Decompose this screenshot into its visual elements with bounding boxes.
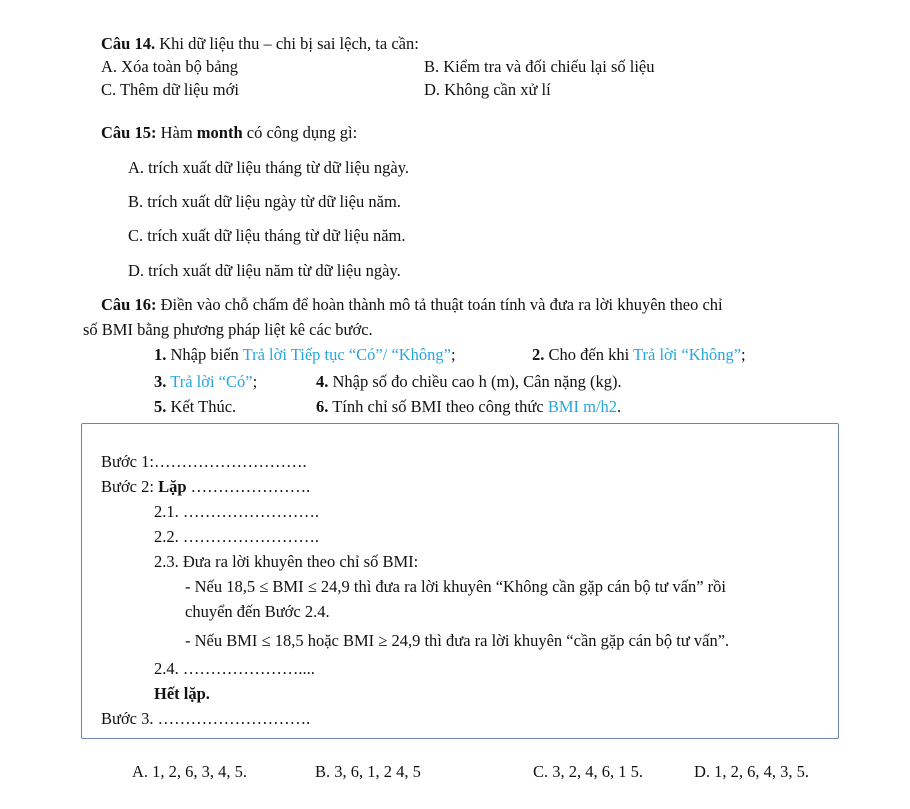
q15-pre: Hàm (156, 123, 197, 142)
step-1-end: ; (451, 345, 456, 364)
step-6-text: Tính chỉ số BMI theo công thức (328, 397, 548, 416)
q15-label: Câu 15: (101, 123, 157, 142)
q16-step-2 (532, 345, 746, 365)
q16-stem-line1 (101, 295, 723, 315)
q15-post: có công dụng gì: (242, 123, 358, 142)
box-step-2-3-case2: - Nếu BMI ≤ 18,5 hoặc BMI ≥ 24,9 thì đưa ra lời khuyên “cần gặp cán bộ tư vấn”. (185, 631, 730, 650)
box-step-2-post: …………………. (186, 477, 311, 496)
step-4-num: 4. (316, 372, 329, 391)
q14-text: Khi dữ liệu thu – chi bị sai lệch, ta cần: (155, 34, 419, 53)
box-step-2-3-case1-line2: chuyển đến Bước 2.4. (185, 602, 330, 621)
step-3-num: 3. (154, 372, 167, 391)
q16-step-5 (154, 397, 236, 417)
q15-option-b[interactable]: B. trích xuất dữ liệu ngày từ dữ liệu năm. (128, 192, 401, 211)
q14-label: Câu 14. (101, 34, 156, 53)
q16-option-a[interactable]: A. 1, 2, 6, 3, 4, 5. (132, 762, 248, 781)
q16-step-3 (154, 372, 257, 392)
q14-stem (101, 34, 419, 54)
step-4-text: Nhập số đo chiều cao h (m), Cân nặng (kg). (328, 372, 622, 391)
q16-option-c[interactable]: C. 3, 2, 4, 6, 1 5. (533, 762, 644, 781)
box-step-3: Bước 3. ………………………. (101, 709, 311, 728)
box-step-2-2: 2.2. ……………………. (154, 527, 319, 546)
step-1-var: Trả lời Tiếp tục “Có”/ “Không” (242, 345, 452, 364)
q16-label: Câu 16: (101, 295, 157, 314)
q14-option-b[interactable]: B. Kiểm tra và đối chiếu lại số liệu (424, 57, 655, 76)
step-5-text: Kết Thúc. (166, 397, 237, 416)
q14-option-a[interactable]: A. Xóa toàn bộ bảng (101, 57, 239, 76)
box-end-loop: Hết lặp. (154, 684, 210, 703)
q15-option-c[interactable]: C. trích xuất dữ liệu tháng từ dữ liệu năm. (128, 226, 406, 245)
q14-option-c[interactable]: C. Thêm dữ liệu mới (101, 80, 239, 99)
step-3-end: ; (252, 372, 258, 391)
box-step-2-4: 2.4. ………………….... (154, 659, 315, 678)
q16-step-4 (316, 372, 622, 392)
box-step-2-3: 2.3. Đưa ra lời khuyên theo chỉ số BMI: (154, 552, 419, 571)
box-step-1: Bước 1:………………………. (101, 452, 307, 471)
step-5-num: 5. (154, 397, 167, 416)
step-1-text: Nhập biến (166, 345, 243, 364)
q16-text-line1: Điền vào chỗ chấm để hoàn thành mô tả thuật toán tính và đưa ra lời khuyên theo chỉ (156, 295, 723, 314)
q16-step-1 (154, 345, 456, 365)
step-2-end: ; (741, 345, 746, 364)
step-1-num: 1. (154, 345, 167, 364)
q15-stem (101, 123, 357, 143)
step-6-num: 6. (316, 397, 329, 416)
q15-option-a[interactable]: A. trích xuất dữ liệu tháng từ dữ liệu ngày. (128, 158, 409, 177)
q16-step-6 (316, 397, 621, 417)
box-step-2-3-case1-line1: - Nếu 18,5 ≤ BMI ≤ 24,9 thì đưa ra lời khuyên “Không cần gặp cán bộ tư vấn” rồi (185, 577, 726, 596)
box-step-2-1: 2.1. ……………………. (154, 502, 319, 521)
step-2-cond: Trả lời “Không” (633, 345, 742, 364)
step-2-text: Cho đến khi (544, 345, 633, 364)
box-step-2-loop: Lặp (158, 477, 187, 496)
step-6-end: . (617, 397, 622, 416)
q16-stem-line2: số BMI bằng phương pháp liệt kê các bước. (83, 320, 373, 339)
box-step-2-pre: Bước 2: (101, 477, 159, 496)
q16-option-b[interactable]: B. 3, 6, 1, 2 4, 5 (315, 762, 421, 781)
step-2-num: 2. (532, 345, 545, 364)
step-6-formula: BMI m/h2 (547, 397, 618, 416)
q14-option-d[interactable]: D. Không cần xử lí (424, 80, 551, 99)
box-step-2 (101, 477, 310, 497)
step-3-var: Trả lời “Có” (166, 372, 253, 391)
q16-option-d[interactable]: D. 1, 2, 6, 4, 3, 5. (694, 762, 810, 781)
q15-func: month (196, 123, 243, 142)
q15-option-d[interactable]: D. trích xuất dữ liệu năm từ dữ liệu ngày. (128, 261, 401, 280)
